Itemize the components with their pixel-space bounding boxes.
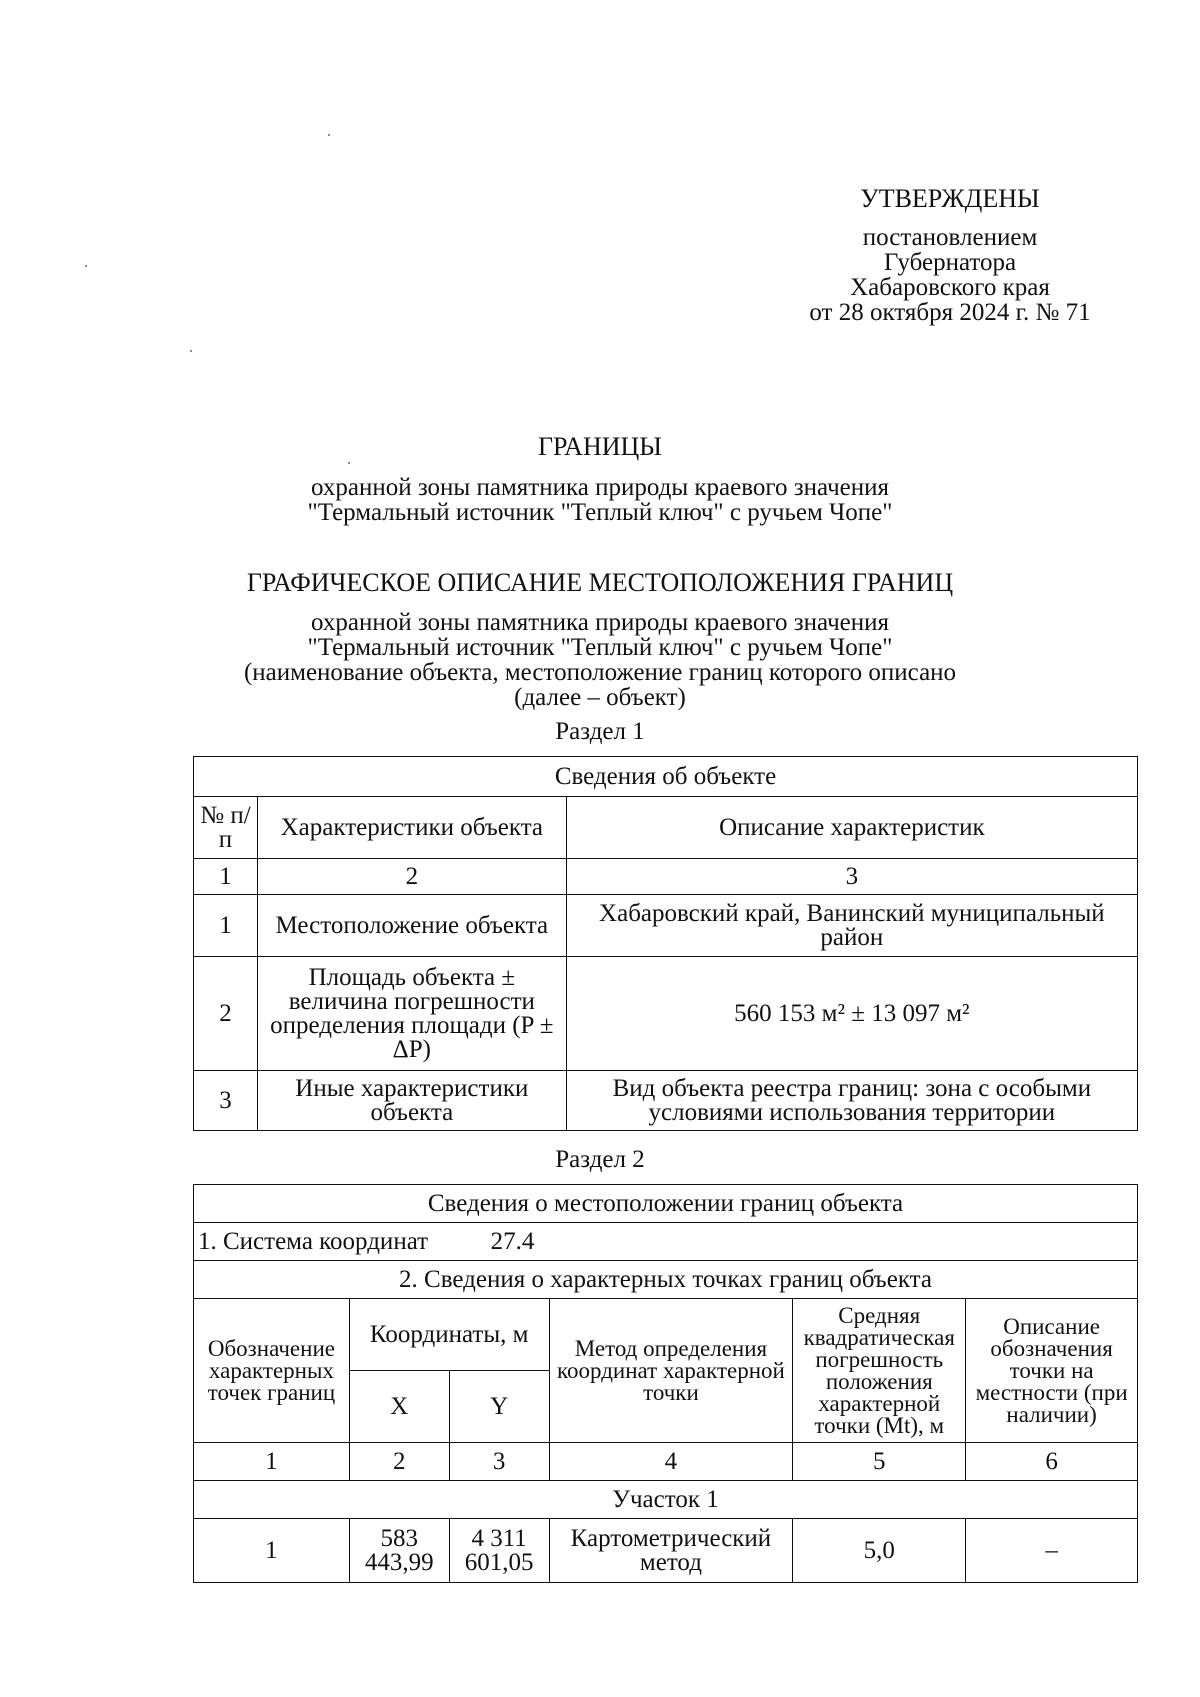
header-y: Y [449,1371,549,1443]
coordinate-system-row [194,1223,1138,1261]
header-designation: Обозначение характерных точек границ [194,1299,350,1443]
header-characteristics: Характеристики объекта [257,797,566,859]
section-2-label: Раздел 2 [555,1146,645,1173]
column-number: 3 [449,1443,549,1481]
point-y: 4 311 601,05 [449,1519,549,1583]
column-number: 2 [349,1443,449,1481]
header-description: Описание характеристик [566,797,1137,859]
row-characteristic: Местоположение объекта [257,895,566,957]
header-point-description: Описание обозначения точки на местности (при наличии) [966,1299,1138,1443]
column-number: 2 [257,859,566,895]
graphic-description-subtitle [0,610,1200,710]
column-number: 1 [194,1443,350,1481]
column-number: 6 [966,1443,1138,1481]
subtitle-line: (далее – объект) [514,684,686,711]
document-title: ГРАНИЦЫ [538,432,662,461]
subtitle-line: охранной зоны памятника природы краевого значения [310,474,890,501]
table-row [194,1519,1138,1583]
table-title: Сведения об объекте [194,757,1138,797]
subtitle-line: (наименование объекта, местоположение границ которого описано [243,659,957,686]
header-method: Метод определения координат характерной точки [549,1299,793,1443]
scan-dot [85,265,87,267]
header-num: № п/п [194,797,258,859]
column-number: 4 [549,1443,793,1481]
approval-heading: УТВЕРЖДЕНЫ [860,184,1040,213]
area-label: Участок 1 [194,1481,1138,1519]
row-number: 2 [194,957,258,1071]
column-number: 3 [566,859,1137,895]
row-characteristic: Иные характеристики объекта [257,1071,566,1131]
scan-dot [190,350,192,352]
object-info-table [193,756,1138,1131]
coordinate-system-value: 27.4 [490,1227,535,1255]
table-title: Сведения о местоположении границ объекта [194,1185,1138,1223]
column-number: 5 [793,1443,966,1481]
graphic-description-title: ГРАФИЧЕСКОЕ ОПИСАНИЕ МЕСТОПОЛОЖЕНИЯ ГРАНИЦ [246,568,954,597]
scan-dot [348,462,350,464]
approval-date: от 28 октября 2024 г. № 71 [809,299,1091,326]
table-row [194,1071,1138,1131]
points-section-title: 2. Сведения о характерных точках границ объекта [194,1261,1138,1299]
table-row [194,895,1138,957]
approval-line: Хабаровского края [850,274,1050,301]
subtitle-line: "Термальный источник "Теплый ключ" с ручьем Чопе" [307,634,893,661]
section-1-label: Раздел 1 [555,718,645,745]
approval-line: Губернатора [883,249,1017,276]
point-description: – [966,1519,1138,1583]
coordinate-system-label: 1. Система координат [198,1227,429,1255]
point-designation: 1 [194,1519,350,1583]
document-subtitle [0,475,1200,525]
subtitle-line: "Термальный источник "Теплый ключ" с ручьем Чопе" [307,499,893,526]
column-number: 1 [194,859,258,895]
table-row [194,957,1138,1071]
point-method: Картометрический метод [549,1519,793,1583]
header-coordinates: Координаты, м [349,1299,549,1371]
approval-line: постановлением [862,224,1038,251]
row-characteristic: Площадь объекта ± величина погрешности определения площади (P ± ΔP) [257,957,566,1071]
row-description: 560 153 м² ± 13 097 м² [566,957,1137,1071]
row-description: Хабаровский край, Ванинский муниципальный район [566,895,1137,957]
approval-block [790,186,1110,325]
point-error: 5,0 [793,1519,966,1583]
boundary-location-table [193,1184,1138,1583]
header-error: Средняя квадратическая погрешность положения характерной точки (Mt), м [793,1299,966,1443]
point-x: 583 443,99 [349,1519,449,1583]
subtitle-line: охранной зоны памятника природы краевого значения [310,609,890,636]
row-number: 1 [194,895,258,957]
header-x: X [349,1371,449,1443]
row-number: 3 [194,1071,258,1131]
row-description: Вид объекта реестра границ: зона с особыми условиями использования территории [566,1071,1137,1131]
scan-dot [328,134,330,136]
